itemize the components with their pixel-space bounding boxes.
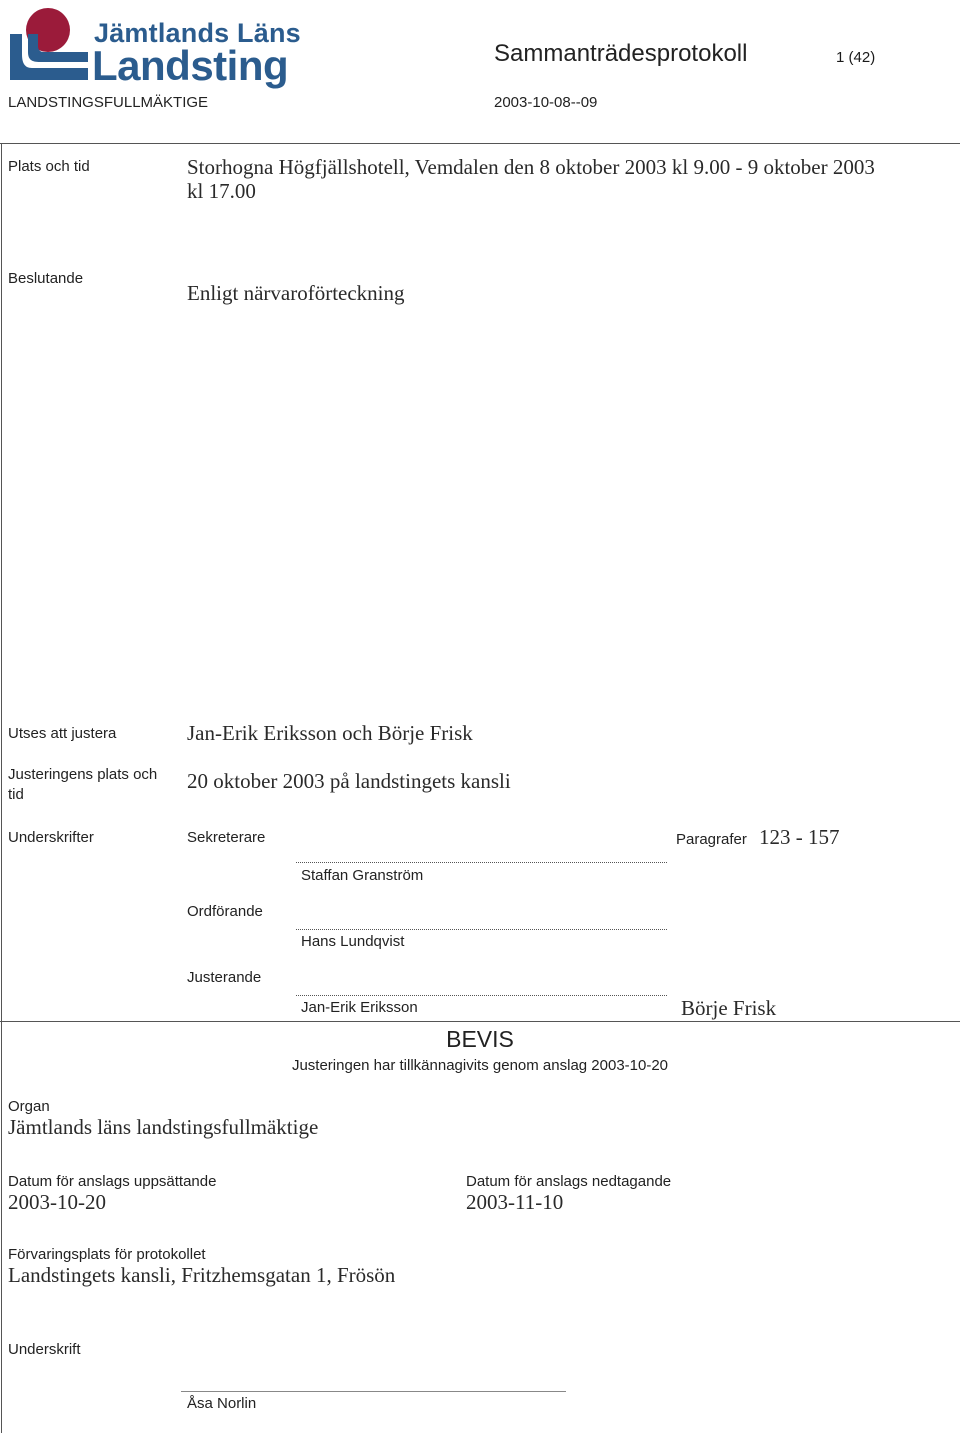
doc-type: Sammanträdesprotokoll xyxy=(494,40,748,67)
bevis-text: Justeringen har tillkännagivits genom anslag 2003-10-20 xyxy=(291,1057,669,1074)
paragrafer-value: 123 - 157 xyxy=(759,825,840,849)
underskrift-label: Underskrift xyxy=(8,1341,81,1358)
logo xyxy=(8,4,301,89)
underskrifter-label: Underskrifter xyxy=(8,829,94,846)
beslutande-label: Beslutande xyxy=(8,270,84,287)
top-rule xyxy=(0,143,960,144)
organ-label: Organ xyxy=(8,1098,50,1115)
uppsattande-label: Datum för anslags uppsättande xyxy=(8,1173,217,1190)
nedtagande-label: Datum för anslags nedtagande xyxy=(466,1173,672,1190)
ordforande-label: Ordförande xyxy=(187,903,263,920)
plats-value-line2: kl 17.00 xyxy=(187,179,256,203)
uppsattande-value: 2003-10-20 xyxy=(8,1190,106,1214)
bevis-rule xyxy=(0,1021,960,1022)
logo-title-line1: Jämtlands Läns xyxy=(94,18,301,48)
body-name: LANDSTINGSFULLMÄKTIGE xyxy=(8,94,209,111)
left-rule-bottom xyxy=(1,1022,2,1433)
logo-mark-icon xyxy=(8,4,96,86)
plats-value-line1: Storhogna Högfjällshotell, Vemdalen den 8 oktober 2003 kl 9.00 - 9 oktober 2003 xyxy=(187,155,875,179)
justerande-label: Justerande xyxy=(187,969,262,986)
plats-label: Plats och tid xyxy=(8,158,90,175)
sekreterare-label: Sekreterare xyxy=(187,829,266,846)
sekreterare-name: Staffan Granström xyxy=(301,867,424,884)
page-number: 1 (42) xyxy=(836,49,876,66)
utses-value: Jan-Erik Eriksson och Börje Frisk xyxy=(187,721,473,745)
organ-value: Jämtlands läns landstingsfullmäktige xyxy=(8,1115,319,1139)
logo-title-line2: Landsting xyxy=(92,42,289,89)
left-rule-top xyxy=(1,143,2,1023)
ordforande-signature-line xyxy=(296,929,667,930)
justering-value: 20 oktober 2003 på landstingets kansli xyxy=(187,769,511,793)
bevis-title: BEVIS xyxy=(446,1026,514,1052)
justering-label-line1: Justeringens plats och xyxy=(8,766,158,783)
underskrift-name: Åsa Norlin xyxy=(187,1395,257,1412)
ordforande-name: Hans Lundqvist xyxy=(301,933,405,950)
beslutande-value: Enligt närvaroförteckning xyxy=(187,281,405,305)
justerande-name-1: Jan-Erik Eriksson xyxy=(301,999,418,1016)
paragrafer-label: Paragrafer xyxy=(676,831,747,848)
nedtagande-value: 2003-11-10 xyxy=(466,1190,564,1214)
forvaring-label: Förvaringsplats för protokollet xyxy=(8,1246,206,1263)
forvaring-value: Landstingets kansli, Fritzhemsgatan 1, Frösön xyxy=(8,1263,396,1287)
sekreterare-signature-line xyxy=(296,862,667,863)
meeting-dates: 2003-10-08--09 xyxy=(494,94,598,111)
utses-label: Utses att justera xyxy=(8,725,117,742)
justerande-name-2: Börje Frisk xyxy=(681,996,777,1020)
underskrift-signature-line xyxy=(181,1391,566,1392)
justerande-signature-line xyxy=(296,995,667,996)
justering-label-line2: tid xyxy=(8,786,24,803)
